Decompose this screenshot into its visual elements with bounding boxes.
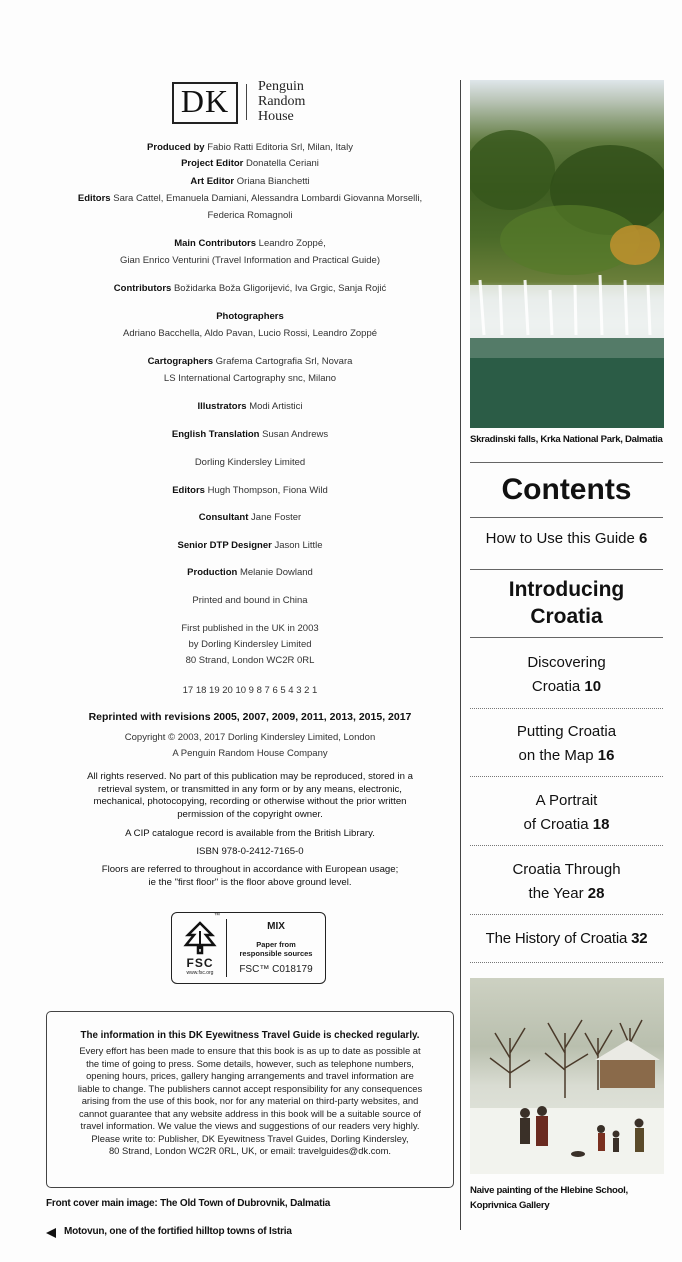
fsc-code: FSC™ C018179 bbox=[239, 964, 313, 975]
floors-note: Floors are referred to throughout in accordance with European usage; ie the "first floor" is the floor above ground level. bbox=[101, 864, 399, 888]
credit-editors-cont: Federica Romagnoli bbox=[207, 210, 293, 221]
toc-rule-2 bbox=[470, 517, 663, 518]
back-caption: Motovun, one of the fortified hilltop towns of Istria bbox=[64, 1226, 292, 1237]
credit-consultant: Consultant Jane Foster bbox=[198, 512, 302, 523]
fsc-badge bbox=[171, 912, 326, 984]
copyright: Copyright © 2003, 2017 Dorling Kindersley Limited, London A Penguin Random House Company bbox=[124, 732, 376, 759]
credit-senior-dtp: Senior DTP Designer Jason Little bbox=[177, 540, 323, 551]
credit-cartographers-cont: LS International Cartography snc, Milano bbox=[163, 373, 337, 384]
credit-illustrators: Illustrators Modi Artistici bbox=[197, 401, 303, 412]
toc-title: Contents bbox=[501, 473, 632, 506]
fsc-logo-text: FSC bbox=[186, 956, 214, 970]
print-numbers: 17 18 19 20 10 9 8 7 6 5 4 3 2 1 bbox=[182, 685, 318, 696]
cip: A CIP catalogue record is available from the British Library. bbox=[125, 828, 375, 839]
credit-main-contributors-cont: Gian Enrico Venturini (Travel Information and Practical Guide) bbox=[120, 255, 380, 266]
toc-item-putting[interactable]: Putting Croatia on the Map 16 bbox=[516, 723, 617, 764]
column-divider bbox=[460, 80, 461, 1230]
credit-production: Production Melanie Dowland bbox=[187, 567, 313, 578]
photo-skradinski-falls bbox=[470, 80, 664, 428]
credit-photographers: Adriano Bacchella, Aldo Pavan, Lucio Rossi, Leandro Zoppé bbox=[122, 328, 378, 339]
dk-logo-mark: DK bbox=[180, 83, 230, 119]
toc-dots-5 bbox=[470, 962, 663, 963]
credit-photographers-label: Photographers bbox=[216, 311, 284, 322]
credit-printed: Printed and bound in China bbox=[192, 595, 308, 606]
logo-separator bbox=[246, 84, 247, 120]
isbn: ISBN 978-0-2412-7165-0 bbox=[196, 846, 304, 857]
first-published: First published in the UK in 2003 by Dorling Kindersley Limited 80 Strand, London WC2R 0RL bbox=[181, 623, 319, 666]
toc-item-year[interactable]: Croatia Through the Year 28 bbox=[512, 861, 621, 902]
fsc-mix: MIX bbox=[267, 921, 285, 932]
notice-body: Every effort has been made to ensure that this book is as up to date as possible at the time of going to press. Some details, however, such as telephone numbers, opening hours, prices, gallery hanging arrangements and travel information are liable to change. The publishers cannot accept responsibility for any consequences arising from the use of this book, nor for any material on third-party websites, and cannot guarantee that any website address in this book will be a suitable source of travel information. We value the views and suggestions of our readers very highly. Please write to: Publisher, DK Eyewitness Travel Guides, Dorling Kindersley, 80 Strand, London WC2R 0RL, UK, or email: travelguides@dk.com. bbox=[77, 1045, 423, 1156]
credit-project-editor: Project Editor Donatella Ceriani bbox=[181, 158, 319, 169]
credit-cartographers: Cartographers Grafema Cartografia Srl, Novara bbox=[147, 356, 353, 367]
credit-produced-by: Produced by Fabio Ratti Editoria Srl, Milan, Italy bbox=[147, 142, 353, 153]
photo-naive-caption: Naive painting of the Hlebine School, Koprivnica Gallery bbox=[470, 1185, 628, 1211]
toc-dots-2 bbox=[470, 776, 663, 777]
credit-main-contributors: Main Contributors Leandro Zoppé, bbox=[174, 238, 326, 249]
fsc-url: www.fsc.org bbox=[186, 970, 214, 976]
credit-contributors: Contributors Božidarka Boža Gligorijević, Iva Grgic, Sanja Rojić bbox=[113, 283, 387, 294]
toc-dots-1 bbox=[470, 708, 663, 709]
credit-translation: English Translation Susan Andrews bbox=[171, 429, 329, 440]
rights: All rights reserved. No part of this publication may be reproduced, stored in a retrieval system, or transmitted in any form or by any means, electronic, mechanical, photocopying, recording or otherwise without the prior written permission of the copyright owner. bbox=[87, 771, 413, 820]
notice-heading: The information in this DK Eyewitness Travel Guide is checked regularly. bbox=[80, 1030, 420, 1041]
toc-rule-4 bbox=[470, 637, 663, 638]
fsc-tree-icon bbox=[180, 917, 220, 957]
notice-box bbox=[46, 1011, 454, 1188]
toc-rule-3 bbox=[470, 569, 663, 570]
waterfall-art bbox=[470, 80, 664, 428]
toc-item-portrait[interactable]: A Portrait of Croatia 18 bbox=[523, 792, 610, 833]
dk-logo bbox=[172, 82, 238, 122]
toc-history[interactable]: The History of Croatia 32 bbox=[485, 930, 648, 947]
toc-item-discovering[interactable]: Discovering Croatia 10 bbox=[527, 654, 606, 695]
fsc-paper: Paper from responsible sources bbox=[239, 940, 313, 958]
back-arrow-icon bbox=[46, 1228, 56, 1238]
toc-dots-4 bbox=[470, 914, 663, 915]
credit-editors: Editors Sara Cattel, Emanuela Damiani, Alessandra Lombardi Giovanna Morselli, bbox=[77, 193, 423, 204]
credit-dk-limited: Dorling Kindersley Limited bbox=[194, 457, 306, 468]
toc-rule-1 bbox=[470, 462, 663, 463]
reprinted: Reprinted with revisions 2005, 2007, 2009, 2011, 2013, 2015, 2017 bbox=[88, 711, 412, 723]
fsc-separator bbox=[226, 919, 227, 977]
fsc-tm: ™ bbox=[214, 913, 220, 919]
front-cover-credit: Front cover main image: The Old Town of Dubrovnik, Dalmatia bbox=[46, 1198, 331, 1209]
credit-editors-2: Editors Hugh Thompson, Fiona Wild bbox=[172, 485, 328, 496]
toc-dots-3 bbox=[470, 845, 663, 846]
publisher-name: Penguin Random House bbox=[258, 79, 306, 124]
toc-section-introducing[interactable]: Introducing Croatia bbox=[508, 578, 625, 628]
credit-art-editor: Art Editor Oriana Bianchetti bbox=[190, 176, 310, 187]
photo-naive-painting bbox=[470, 978, 664, 1174]
photo-skradinski-caption: Skradinski falls, Krka National Park, Dalmatia bbox=[470, 434, 663, 445]
toc-how-to[interactable]: How to Use this Guide 6 bbox=[485, 530, 648, 547]
painting-art bbox=[470, 978, 664, 1174]
